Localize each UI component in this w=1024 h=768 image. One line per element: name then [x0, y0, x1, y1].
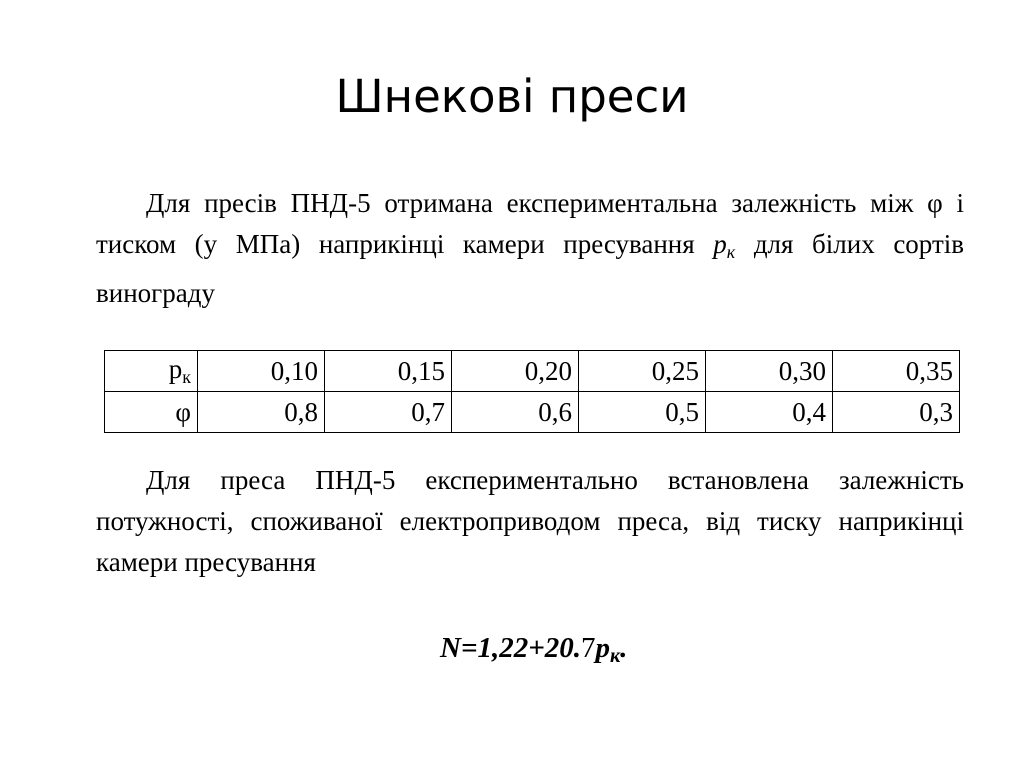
- table-cell: 0,4: [706, 392, 833, 433]
- table-row: [105, 351, 960, 392]
- table-cell: 0,25: [579, 351, 706, 392]
- paragraph-1-text: Для пресів ПНД-5 отримана експериментальна залежність між φ і тиском (у МПа) наприкінці камери пресування: [96, 188, 964, 259]
- row-header-phi: φ: [105, 392, 198, 433]
- slide-title: Шнекові преси: [335, 70, 689, 123]
- paragraph-2-text: Для преса ПНД-5 експериментально встановлена залежність потужності, споживаної електроприводом преса, від тиску наприкінці камери пресування: [96, 465, 964, 577]
- power-formula: $N=1,22+20.7p_к$.: [440, 632, 628, 667]
- table-row: [105, 392, 960, 433]
- table-cell: 0,3: [833, 392, 960, 433]
- paragraph-1-tail: для білих сортів винограду: [96, 229, 965, 308]
- row-header-pressure: $p_к$: [105, 351, 198, 392]
- paragraph-2: [96, 460, 964, 583]
- table-cell: 0,30: [706, 351, 833, 392]
- table-cell: 0,15: [325, 351, 452, 392]
- pressure-phi-table: [104, 350, 960, 433]
- table-cell: 0,7: [325, 392, 452, 433]
- table-cell: 0,8: [198, 392, 325, 433]
- table-cell: 0,20: [452, 351, 579, 392]
- paragraph-1: [96, 183, 964, 314]
- table-cell: 0,10: [198, 351, 325, 392]
- table-cell: 0,6: [452, 392, 579, 433]
- table-cell: 0,5: [579, 392, 706, 433]
- table-cell: 0,35: [833, 351, 960, 392]
- pressure-variable: $p_к$: [713, 229, 736, 262]
